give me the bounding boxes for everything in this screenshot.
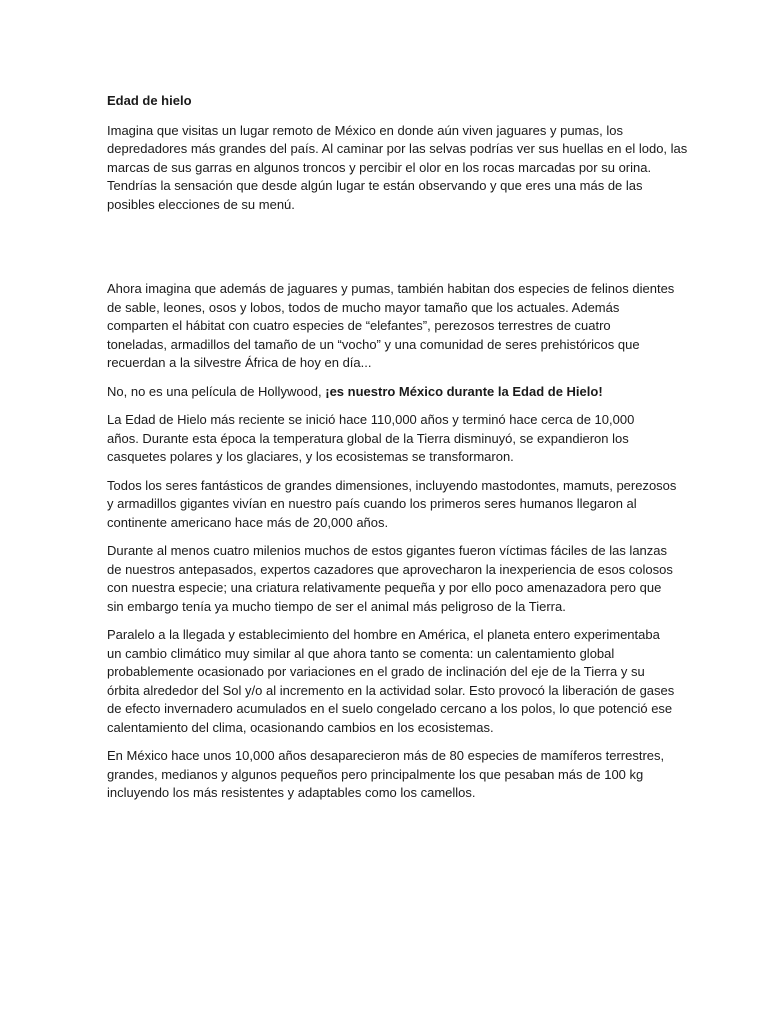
text-line: Durante al menos cuatro milenios muchos de estos gigantes fueron víctimas fáciles de las lanzas — [107, 543, 668, 558]
text-line: toneladas, armadillos del tamaño de un “vocho” y una comunidad de seres prehistóricos que — [107, 336, 640, 352]
text-line: de nuestros antepasados, expertos cazadores que aprovecharon la inexperiencia de esos colosos — [107, 561, 673, 577]
text-line: depredadores más grandes del país. Al caminar por las selvas podrías ver sus huellas en el lodo, las — [107, 141, 688, 156]
text-line: calentamiento del clima, ocasionando cambios en los ecosistemas. — [107, 719, 494, 735]
text-plain: No, no es una película de Hollywood, — [107, 383, 326, 399]
text-line: comparten el hábitat con cuatro especies de “elefantes”, perezosos terrestres de cuatro — [107, 318, 611, 333]
paragraph-ice-age — [107, 411, 665, 467]
text-line: recuerdan a la silvestre África de hoy en día... — [107, 355, 372, 370]
text-emphasis: ¡es nuestro México durante la Edad de Hielo! — [325, 383, 603, 399]
paragraph-hunters — [107, 542, 673, 616]
text-line: En México hace unos 10,000 años desaparecieron más de 80 especies de mamíferos terrestres, — [107, 748, 665, 763]
text-line: continente americano hace más de 20,000 años. — [107, 514, 389, 530]
text-line: de sable, leones, osos y lobos, todos de mucho mayor tamaño que los actuales. Además — [107, 299, 620, 315]
document-body — [107, 92, 688, 813]
paragraph-giants — [107, 477, 677, 533]
text-line: un cambio climático muy similar al que ahora tanto se comenta: un calentamiento global — [107, 645, 615, 661]
text-line: órbita alrededor del Sol y/o al incremento en la actividad solar. Esto provocó la liberación de gases — [107, 682, 675, 698]
text-line: probablemente ocasionado por variaciones en el grado de inclinación del eje de la Tierra y su — [107, 664, 645, 679]
paragraph-climate — [107, 626, 675, 737]
text-line: posibles elecciones de su menú. — [107, 196, 295, 212]
text-line: Tendrías la sensación que desde algún lugar te están observando y que eres una más de las — [107, 178, 643, 193]
text-line: y armadillos gigantes vivían en nuestro país cuando los primeros seres humanos llegaron al — [107, 496, 637, 511]
text-line: de efecto invernadero acumulados en el suelo congelado cercano a los polos, lo que potenció ese — [107, 701, 673, 716]
text-line: Imagina que visitas un lugar remoto de México en donde aún viven jaguares y pumas, los — [107, 122, 623, 138]
paragraph-intro — [107, 122, 688, 215]
text-line: marcas de sus garras en algunos troncos y percibir el olor en los rocas marcadas por su orina. — [107, 159, 652, 175]
text-line: La Edad de Hielo más reciente se inició hace 110,000 años y terminó hace cerca de 10,000 — [107, 412, 635, 427]
paragraph-extinction — [107, 747, 665, 803]
paragraph-hollywood — [107, 383, 665, 402]
text-line: sin embargo tenía ya mucho tiempo de ser el animal más peligroso de la Tierra. — [107, 598, 566, 614]
text-line: Todos los seres fantásticos de grandes dimensiones, incluyendo mastodontes, mamuts, perezosos — [107, 477, 677, 493]
text-line: casquetes polares y los glaciares, y los ecosistemas se transformaron. — [107, 449, 514, 464]
blank-gap — [107, 224, 665, 280]
text-line: Ahora imagina que además de jaguares y pumas, también habitan dos especies de felinos dientes — [107, 281, 675, 296]
paragraph-imagine — [107, 280, 675, 373]
text-line: Paralelo a la llegada y establecimiento del hombre en América, el planeta entero experimentaba — [107, 627, 660, 642]
document-title: Edad de hielo — [107, 93, 192, 108]
text-line: incluyendo los más resistentes y adaptables como los camellos. — [107, 785, 476, 800]
text-line: años. Durante esta época la temperatura global de la Tierra disminuyó, se expandieron los — [107, 430, 629, 446]
text-line: grandes, medianos y algunos pequeños pero principalmente los que pesaban más de 100 kg — [107, 766, 644, 782]
text-line: con nuestra especie; una criatura relativamente pequeña y por ello poco amenazadora pero que — [107, 580, 662, 595]
